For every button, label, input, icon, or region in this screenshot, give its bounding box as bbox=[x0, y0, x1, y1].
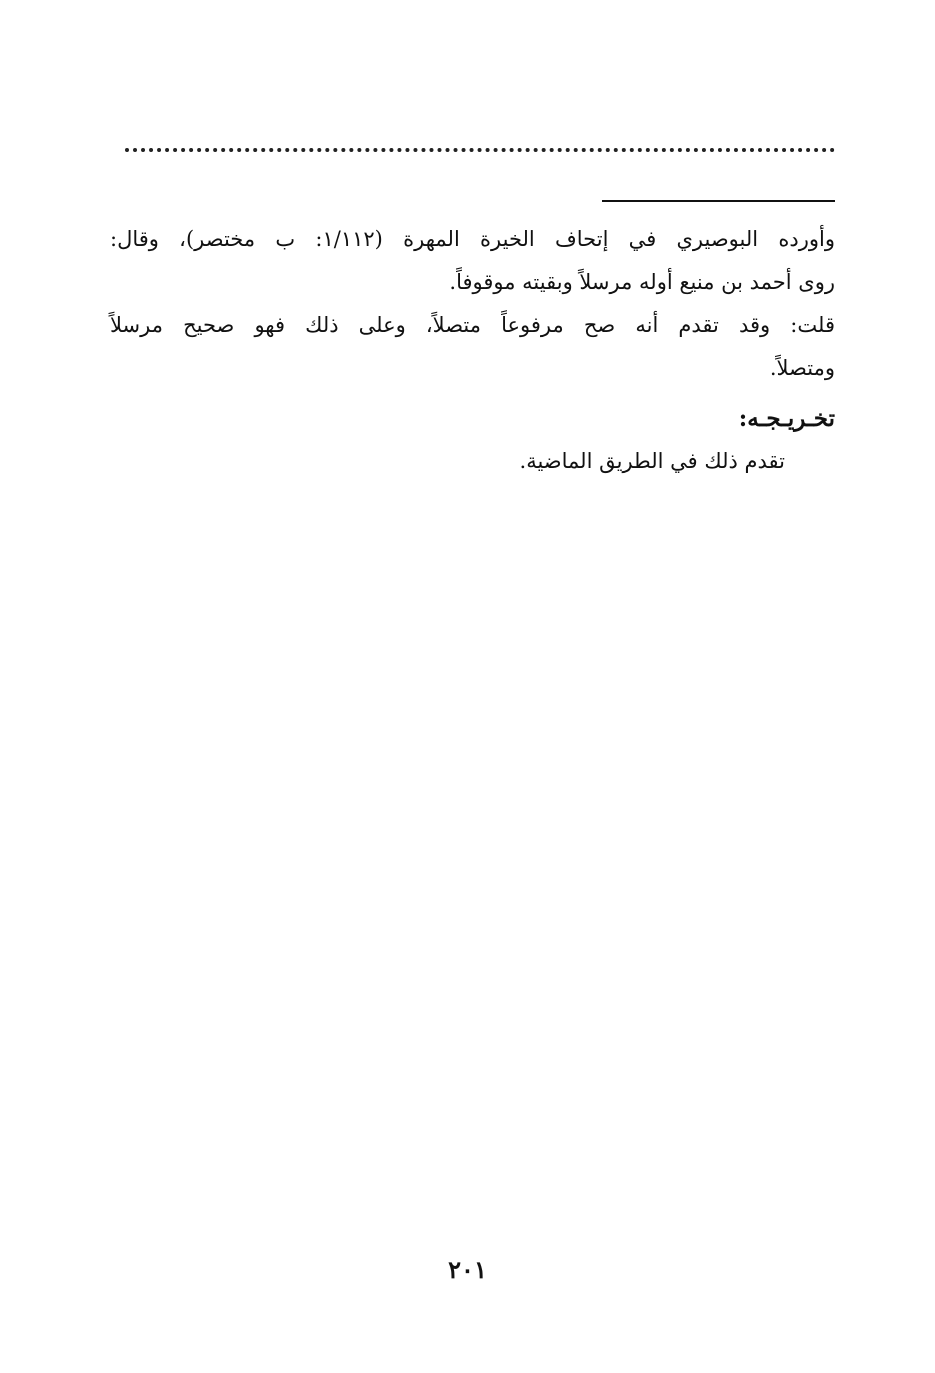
takhrij-heading: تخـريـجـه: bbox=[738, 405, 835, 432]
footnote-paragraph-2-line-2: ومتصلاً. bbox=[769, 356, 835, 380]
footnote-paragraph-2-line-1: قلت: وقد تقدم أنه صح مرفوعاً متصلاً، وعلى ذلك فهو صحيح مرسلاً bbox=[110, 313, 835, 337]
footnote-paragraph-1-line-2: روى أحمد بن منيع أوله مرسلاً وبقيته موقوفاً. bbox=[449, 270, 835, 294]
takhrij-text: تقدم ذلك في الطريق الماضية. bbox=[519, 449, 785, 473]
footnote-paragraph-1-line-1: وأورده البوصيري في إتحاف الخيرة المهرة (١/١١٢: ب مختصر)، وقال: bbox=[110, 227, 835, 251]
page-number: ٢٠١ bbox=[448, 1255, 487, 1284]
dotted-separator bbox=[125, 148, 835, 152]
footnote-separator-line bbox=[602, 200, 835, 202]
